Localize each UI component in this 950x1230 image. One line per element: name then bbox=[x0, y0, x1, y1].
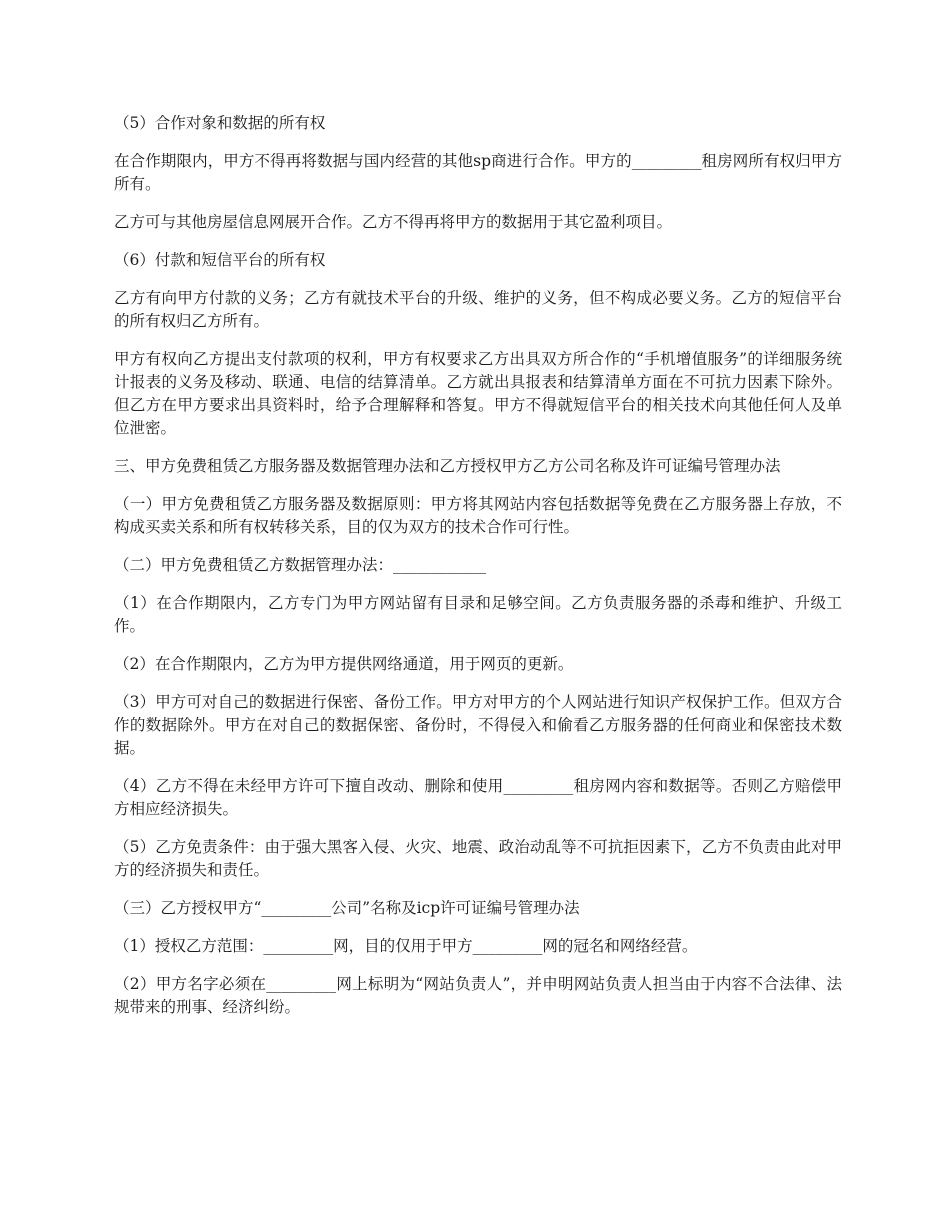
authorization-item-1: （1）授权乙方范围：_________网，目的仅用于甲方_________网的冠名和网络经营。 bbox=[114, 937, 698, 955]
section-heading-3: 三、甲方免费租赁乙方服务器及数据管理办法和乙方授权甲方乙方公司名称及许可证编号管理办法 bbox=[114, 457, 781, 475]
list-item-3: （3）甲方可对自己的数据进行保密、备份工作。甲方对甲方的个人网站进行知识产权保护工作。但双方合作的数据除外。甲方在对自己的数据保密、备份时，不得侵入和偷看乙方服务器的任何商业和保密技术数据。 bbox=[114, 693, 842, 757]
paragraph-payment-rights: 甲方有权向乙方提出支付款项的权利，甲方有权要求乙方出具双方所合作的“手机增值服务”的详细服务统计报表的义务及移动、联通、电信的结算清单。乙方就出具报表和结算清单方面在不可抗力因素下除外。但乙方在甲方要求出具资料时，给予合理解释和答复。甲方不得就短信平台的相关技术向其他任何人及单位泄密。 bbox=[114, 350, 842, 437]
list-item-2: （2）在合作期限内，乙方为甲方提供网络通道，用于网页的更新。 bbox=[114, 655, 574, 673]
paragraph-server-principle: （一）甲方免费租赁乙方服务器及数据原则：甲方将其网站内容包括数据等免费在乙方服务器上存放，不构成买卖关系和所有权转移关系，目的仅为双方的技术合作可行性。 bbox=[114, 495, 842, 536]
section-heading-6-payment: （6）付款和短信平台的所有权 bbox=[114, 251, 326, 269]
paragraph-data-management: （二）甲方免费租赁乙方数据管理办法：____________ bbox=[114, 556, 487, 574]
list-item-1: （1）在合作期限内，乙方专门为甲方网站留有目录和足够空间。乙方负责服务器的杀毒和维护、升级工作。 bbox=[114, 594, 842, 635]
list-item-5: （5）乙方免责条件：由于强大黑客入侵、火灾、地震、政治动乱等不可抗拒因素下，乙方不负责由此对甲方的经济损失和责任。 bbox=[114, 838, 842, 879]
paragraph-data-ownership: 在合作期限内，甲方不得再将数据与国内经营的其他sp商进行合作。甲方的_________租房网所有权归甲方所有。 bbox=[114, 152, 842, 193]
paragraph-authorization: （三）乙方授权甲方“_________公司”名称及icp许可证编号管理办法 bbox=[114, 899, 580, 917]
paragraph-cooperation: 乙方可与其他房屋信息网展开合作。乙方不得再将甲方的数据用于其它盈利项目。 bbox=[114, 213, 673, 231]
paragraph-payment-duty: 乙方有向甲方付款的义务；乙方有就技术平台的升级、维护的义务，但不构成必要义务。乙方的短信平台的所有权归乙方所有。 bbox=[114, 289, 842, 330]
list-item-4: （4）乙方不得在未经甲方许可下擅自改动、删除和使用_________租房网内容和数据等。否则乙方赔偿甲方相应经济损失。 bbox=[114, 777, 842, 818]
section-heading-5-ownership: （5）合作对象和数据的所有权 bbox=[114, 114, 326, 132]
document-page bbox=[114, 112, 842, 1034]
authorization-item-2: （2）甲方名字必须在_________网上标明为“网站负责人”，并申明网站负责人担当由于内容不合法律、法规带来的刑事、经济纠纷。 bbox=[114, 975, 842, 1016]
